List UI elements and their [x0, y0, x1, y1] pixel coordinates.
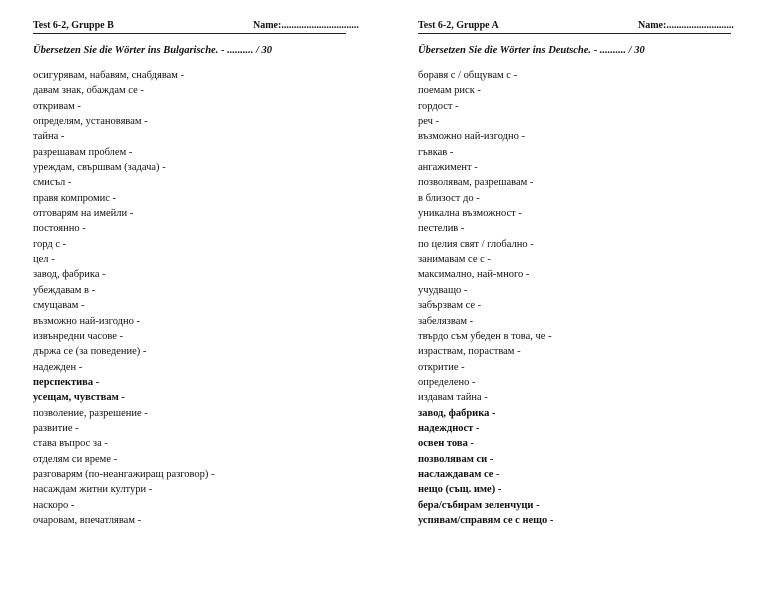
- vocabulary-item: осигурявам, набавям, снабдявам -: [33, 70, 185, 81]
- vocabulary-item: откривам -: [33, 100, 81, 112]
- word-list: [33, 68, 346, 528]
- instruction-text: Übersetzen Sie die Wörter ins Deutsche.: [418, 45, 592, 56]
- vocabulary-item: освен това -: [418, 438, 474, 450]
- test-header: [33, 20, 359, 34]
- vocabulary-item: разрешавам проблем -: [33, 146, 133, 158]
- vocabulary-item: завод, фабрика -: [33, 269, 106, 281]
- vocabulary-item: държа се (за поведение) -: [33, 346, 147, 358]
- vocabulary-item: уникална възможност -: [418, 208, 522, 220]
- vocabulary-item: правя компромис -: [33, 192, 117, 204]
- vocabulary-item: боравя с / общувам с -: [418, 70, 518, 81]
- vocabulary-item: цел -: [33, 254, 55, 266]
- vocabulary-item: гъвкав -: [418, 146, 454, 158]
- vocabulary-item: твърдо съм убеден в това, че -: [418, 330, 552, 342]
- vocabulary-item: ангажимент -: [418, 162, 478, 174]
- vocabulary-item: реч -: [418, 116, 440, 128]
- vocabulary-item: насаждам житни култури -: [33, 484, 153, 496]
- vocabulary-item: пестелив -: [418, 223, 465, 235]
- instruction-text: Übersetzen Sie die Wörter ins Bulgarische.: [33, 45, 219, 56]
- test-label: Test 6-2, Gruppe B: [33, 20, 114, 31]
- test-column-gruppe-b: [33, 20, 359, 528]
- vocabulary-item: бера/събирам зеленчуци -: [418, 499, 540, 511]
- vocabulary-item: позволение, разрешение -: [33, 407, 148, 419]
- vocabulary-item: перспектива -: [33, 376, 100, 388]
- vocabulary-item: възможно най-изгодно -: [33, 315, 140, 327]
- score-field: - .......... / 30: [220, 45, 272, 56]
- vocabulary-item: учудващо -: [418, 284, 468, 296]
- vocabulary-item: наскоро -: [33, 499, 75, 511]
- vocabulary-item: гордост -: [418, 100, 459, 112]
- vocabulary-item: в близост до -: [418, 192, 480, 204]
- vocabulary-item: занимавам се с -: [418, 254, 491, 266]
- vocabulary-item: определям, установявам -: [33, 116, 148, 128]
- vocabulary-item: убеждавам в -: [33, 284, 96, 296]
- vocabulary-item: по целия свят / глобално -: [418, 238, 534, 250]
- vocabulary-item: извънредни часове -: [33, 330, 124, 342]
- vocabulary-item: надеждност -: [418, 422, 480, 434]
- vocabulary-item: забързвам се -: [418, 300, 482, 312]
- vocabulary-item: издавам тайна -: [418, 392, 488, 404]
- vocabulary-item: определено -: [418, 376, 476, 388]
- vocabulary-item: поемам риск -: [418, 85, 481, 97]
- word-list: [418, 68, 731, 528]
- vocabulary-item: отговарям на имейли -: [33, 208, 134, 220]
- test-column-gruppe-a: [418, 20, 734, 528]
- score-field: - .......... / 30: [593, 45, 645, 56]
- vocabulary-item: смущавам -: [33, 300, 85, 312]
- name-field-label: Name:...............................: [253, 20, 359, 31]
- vocabulary-item: уреждам, свършвам (задача) -: [33, 162, 166, 174]
- vocabulary-item: развитие -: [33, 422, 79, 434]
- vocabulary-item: завод, фабрика -: [418, 407, 496, 419]
- vocabulary-item: усещам, чувствам -: [33, 392, 125, 404]
- test-header: [418, 20, 734, 34]
- vocabulary-item: разговарям (по-неангажиращ разговор) -: [33, 468, 215, 480]
- vocabulary-item: надежден -: [33, 361, 83, 373]
- vocabulary-item: отделям си време -: [33, 453, 118, 465]
- instruction-line: [418, 44, 731, 58]
- name-field-label: Name:...........................: [638, 20, 734, 31]
- vocabulary-item: максимално, най-много -: [418, 269, 530, 281]
- vocabulary-item: давам знак, обаждам се -: [33, 85, 144, 97]
- vocabulary-item: става въпрос за -: [33, 438, 108, 450]
- vocabulary-item: откритие -: [418, 361, 465, 373]
- vocabulary-item: позволявам, разрешавам -: [418, 177, 534, 189]
- vocabulary-item: позволявам си -: [418, 453, 494, 465]
- vocabulary-item: тайна -: [33, 131, 65, 143]
- vocabulary-item: постоянно -: [33, 223, 86, 235]
- vocabulary-item: нещо (същ. име) -: [418, 484, 502, 496]
- vocabulary-item: горд с -: [33, 238, 67, 250]
- vocabulary-item: възможно най-изгодно -: [418, 131, 525, 143]
- vocabulary-item: забелязвам -: [418, 315, 474, 327]
- vocabulary-item: очаровам, впечатлявам -: [33, 514, 142, 526]
- vocabulary-item: израствам, пораствам -: [418, 346, 521, 358]
- instruction-line: [33, 44, 346, 58]
- vocabulary-item: наслаждавам се -: [418, 468, 500, 480]
- vocabulary-item: успявам/справям се с нещо -: [418, 514, 554, 526]
- vocabulary-item: смисъл -: [33, 177, 72, 189]
- test-label: Test 6-2, Gruppe A: [418, 20, 499, 31]
